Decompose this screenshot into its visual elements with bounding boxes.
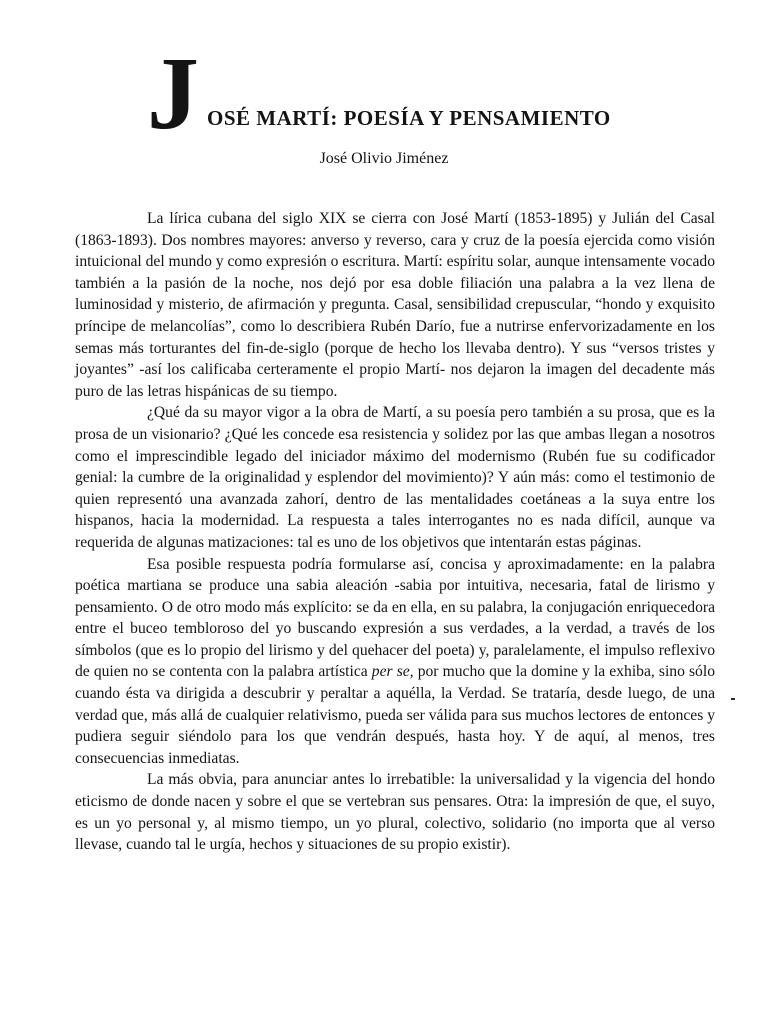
- paragraph-1: [75, 208, 715, 402]
- title-text: OSÉ MARTÍ: POESÍA Y PENSAMIENTO: [207, 106, 611, 130]
- paragraph-2: [75, 402, 715, 553]
- paragraph-4-text: La más obvia, para anunciar antes lo irrebatible: la universalidad y la vigencia del hondo eticismo de donde nacen y sobre el que se vertebran sus pensares. Otra: la impresión de que, el suyo, es un yo personal y, al mismo tiempo, un yo plural, colectivo, solidario (no importa que al verso llevase, cuando tal le urgía, hechos y situaciones de su propio existir).: [75, 771, 715, 854]
- article-title: [147, 36, 707, 151]
- title-drop-cap: J: [147, 36, 199, 151]
- paragraph-3-text-start: Esa posible respuesta podría formularse así, concisa y aproximadamente: en la palabra poética martiana se produce una sabia aleación -sabia por intuitiva, necesaria, fatal de lirismo y pensamiento. O de otro modo más explícito: se da en ella, en su palabra, la conjugación enriquecedora entre el buceo tembloroso del yo buscando expresión a sus verdades, a la verdad, a través de los símbolos (que es lo propio del lirismo y del quehacer del poeta) y, paralelamente, el impulso reflexivo de quien no se contenta con la palabra artística: [75, 555, 715, 681]
- scan-speck: [731, 698, 735, 700]
- paragraph-4: [75, 769, 715, 855]
- paragraph-3-emphasis: per se: [371, 663, 410, 681]
- paragraph-1-text: La lírica cubana del siglo XIX se cierra con José Martí (1853-1895) y Julián del Casal (1863-1893). Dos nombres mayores: anverso y reverso, cara y cruz de la poesía ejercida como visión intuicional del mundo y como expresión o escritura. Martí: espíritu solar, aunque intensamente vocado también a la pasión de la noche, nos dejó por esa doble filiación una palabra a la vez llena de luminosidad y misterio, de afirmación y pregunta. Casal, sensibilidad crepuscular, “hondo y exquisito príncipe de melancolías”, como lo describiera Rubén Darío, fue a nutrirse enfervorizadamente en los semas más torturantes del fin-de-siglo (porque de hecho los llevaba dentro). Y sus “versos tristes y joyantes” -así los calificaba certeramente el propio Martí- nos dejaron la imagen del decadente más puro de las letras hispánicas de su tiempo.: [75, 210, 715, 400]
- paragraph-3-text-end: , por mucho que la domine y la exhiba, sino sólo cuando ésta va dirigida a descubrir y peraltar a aquélla, la Verdad. Se trataría, desde luego, de una verdad que, más allá de cualquier relativismo, pueda ser válida para sus muchos lectores de entonces y pudiera seguir siéndolo para los que vendrán después, hasta hoy. Y de aquí, al menos, tres consecuencias inmediatas.: [75, 663, 715, 767]
- article-body: [75, 208, 715, 856]
- paragraph-2-text: ¿Qué da su mayor vigor a la obra de Martí, a su poesía pero también a su prosa, que es la prosa de un visionario? ¿Qué les concede esa resistencia y solidez por las que ambas llegan a nosotros como el imprescindible legado del iniciador máximo del modernismo (Rubén fue su codificador genial: la cumbre de la originalidad y esplendor del movimiento)? Y aún más: como el testimonio de quien representó una avanzada zahorí, dentro de las mentalidades coetáneas a la suya entre los hispanos, hacia la modernidad. La respuesta a tales interrogantes no es nada difícil, aunque va requerida de algunas matizaciones: tal es uno de los objetivos que intentarán estas páginas.: [75, 404, 715, 551]
- paragraph-3: [75, 554, 715, 770]
- author-name: José Olivio Jiménez: [319, 150, 449, 167]
